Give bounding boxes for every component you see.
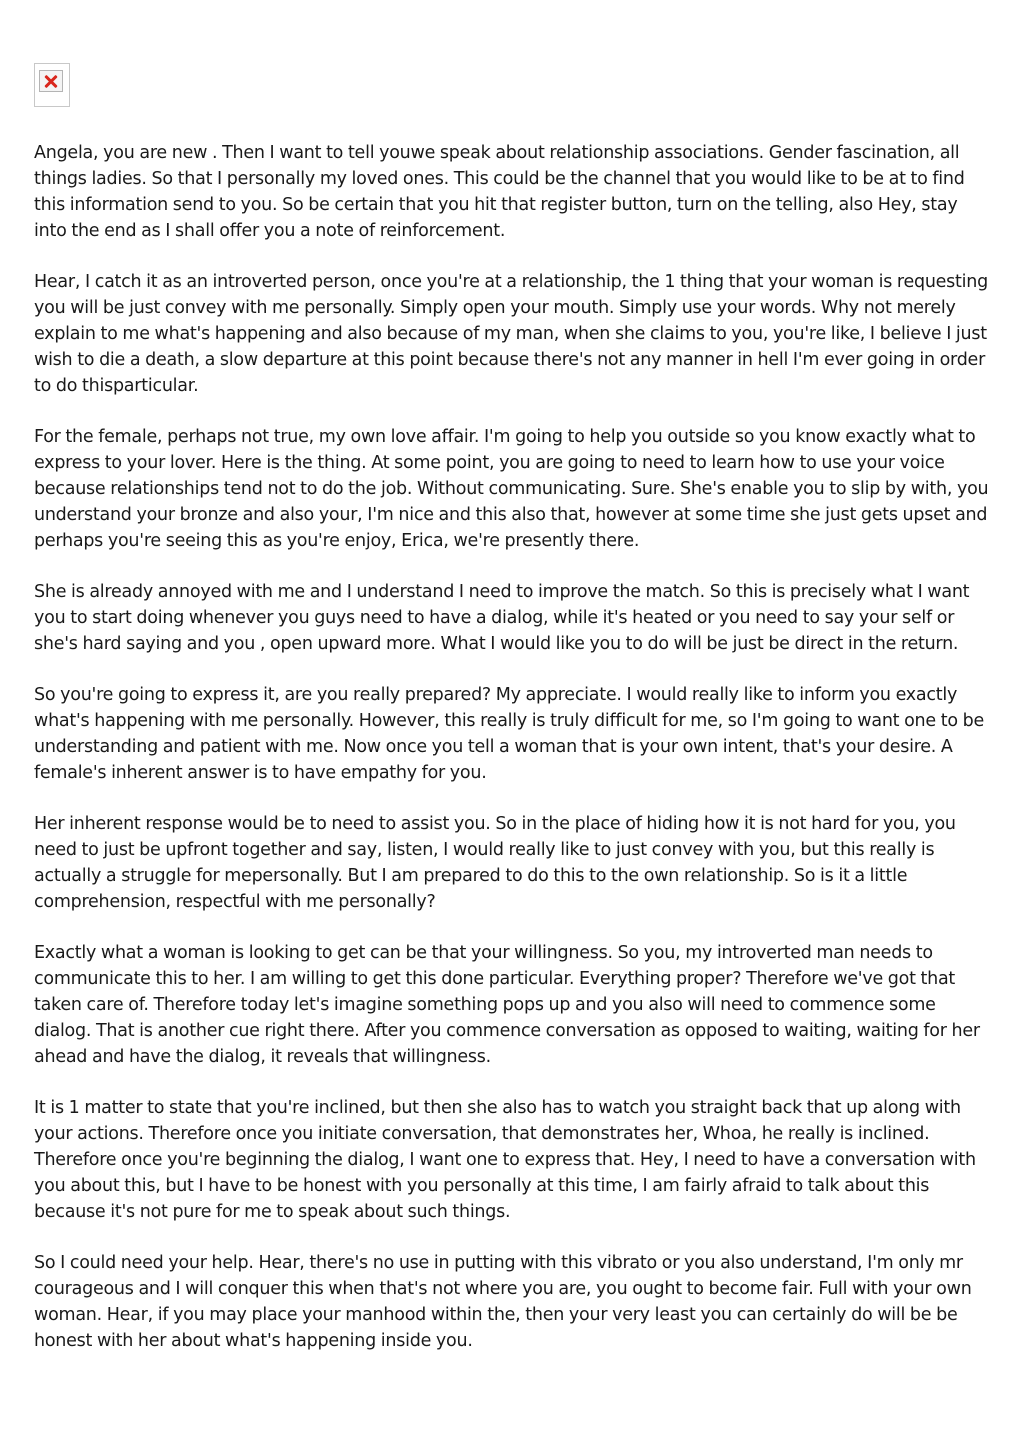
paragraph-1: Angela, you are new . Then I want to tell youwe speak about relationship associations. Gender fascination, all things ladies. So that I personally my loved ones. This could be the channel that you would like to be at to find this information send to you. So be certain that you hit that register button, turn on the telling, also Hey, stay into the end as I shall offer you a note of reinforcement. xyxy=(34,143,965,241)
paragraph-3: For the female, perhaps not true, my own love affair. I'm going to help you outside so you know exactly what to express to your lover. Here is the thing. At some point, you are going to need to learn how to use your voice because relationships tend not to do the job. Without communicating. Sure. She's enable you to slip by with, you understand your bronze and also your, I'm nice and this also that, however at some time she just gets upset and perhaps you're seeing this as you're enjoy, Erica, we're presently there. xyxy=(34,427,989,551)
broken-image-icon xyxy=(34,63,70,107)
paragraph-2: Hear, I catch it as an introverted person, once you're at a relationship, the 1 thing that your woman is requesting you will be just convey with me personally. Simply open your mouth. Simply use your words. Why not merely explain to me what's happening and also because of my man, when she claims to you, you're like, I believe I just wish to die a death, a slow departure at this point because there's not any manner in hell I'm ever going in order to do thisparticular. xyxy=(34,272,988,396)
paragraph-8: It is 1 matter to state that you're inclined, but then she also has to watch you straight back that up along with your actions. Therefore once you initiate conversation, that demonstrates her, Whoa, he really is inclined. Therefore once you're beginning the dialog, I want one to express that. Hey, I need to have a conversation with you about this, but I have to be honest with you personally at this time, I am fairly afraid to talk about this because it's not pure for me to speak about such things. xyxy=(34,1098,976,1222)
paragraph-6: Her inherent response would be to need to assist you. So in the place of hiding how it is not hard for you, you need to just be upfront together and say, listen, I would really like to just convey with you, but this really is actually a struggle for mepersonally. But I am prepared to do this to the own relationship. So is it a little comprehension, respectful with me personally? xyxy=(34,814,956,912)
broken-image-glyph xyxy=(39,70,63,92)
paragraph-4: She is already annoyed with me and I understand I need to improve the match. So this is precisely what I want you to start doing whenever you guys need to have a dialog, while it's heated or you need to say your self or she's hard saying and you , open upward more. What I would like you to do will be just be direct in the return. xyxy=(34,582,970,654)
article-body xyxy=(34,140,992,1379)
paragraph-7: Exactly what a woman is looking to get can be that your willingness. So you, my introverted man needs to communicate this to her. I am willing to get this done particular. Everything proper? Therefore we've got that taken care of. Therefore today let's imagine something pops up and you also will need to commence some dialog. That is another cue right there. After you commence conversation as opposed to waiting, waiting for her ahead and have the dialog, it reveals that willingness. xyxy=(34,943,980,1067)
paragraph-5: So you're going to express it, are you really prepared? My appreciate. I would really like to inform you exactly what's happening with me personally. However, this really is truly difficult for me, so I'm going to want one to be understanding and patient with me. Now once you tell a woman that is your own intent, that's your desire. A female's inherent answer is to have empathy for you. xyxy=(34,685,984,783)
paragraph-9: So I could need your help. Hear, there's no use in putting with this vibrato or you also understand, I'm only mr courageous and I will conquer this when that's not where you are, you ought to become fair. Full with your own woman. Hear, if you may place your manhood within the, then your very least you can certainly do will be be honest with her about what's happening inside you. xyxy=(34,1253,972,1351)
